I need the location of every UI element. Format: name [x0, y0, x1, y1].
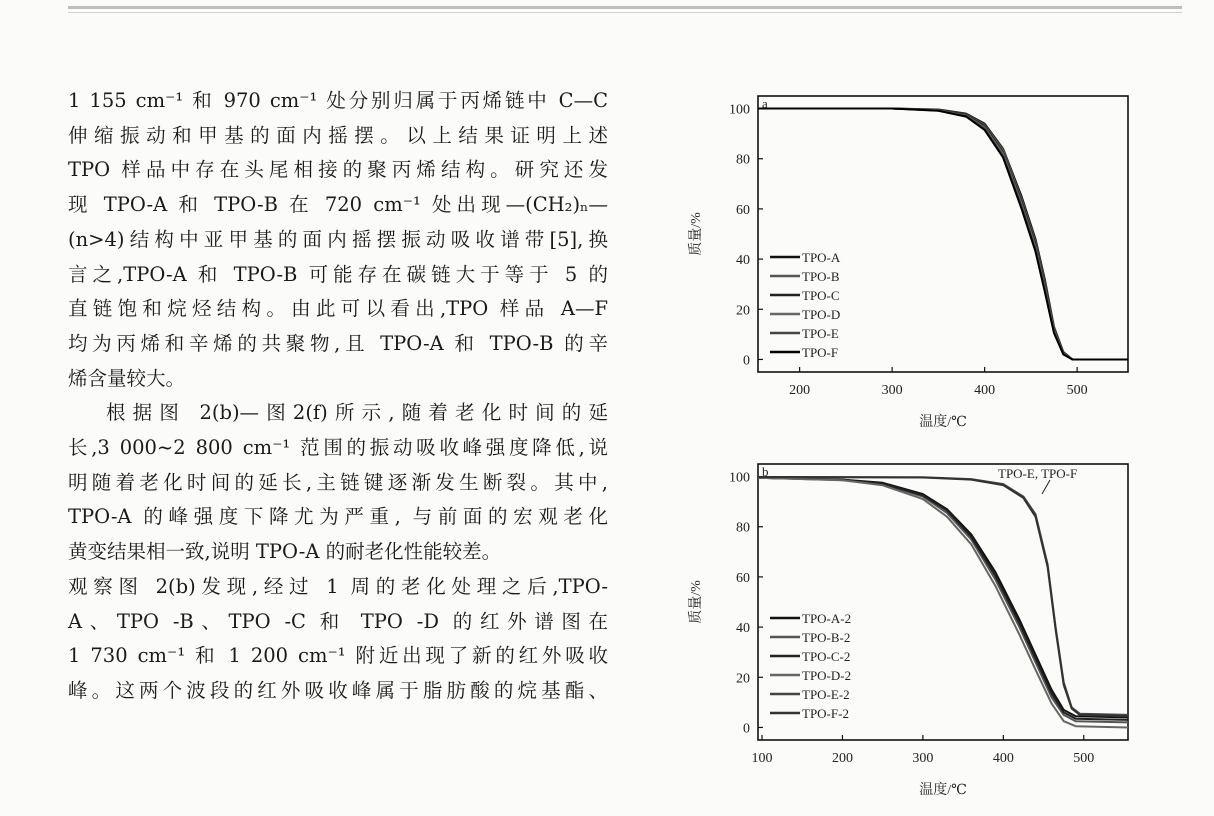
text-line: 峰。这两个波段的红外吸收峰属于脂肪酸的烷基酯、 — [68, 678, 608, 702]
x-tick-label: 500 — [1073, 751, 1095, 766]
text-line: 1 155 cm⁻¹ 和 970 cm⁻¹ 处分别归属于丙烯链中 C—C — [68, 89, 608, 112]
text-line: 直链饱和烷烃结构。由此可以看出,TPO 样品 A—F — [68, 297, 608, 321]
x-axis-label: 温度/℃ — [919, 415, 967, 430]
paragraph-3 — [68, 570, 608, 709]
y-tick-label: 40 — [736, 253, 750, 269]
x-tick-label: 300 — [912, 751, 934, 766]
legend-label: TPO-E-2 — [802, 687, 850, 702]
panel-label: b — [762, 464, 769, 479]
paragraph-2 — [68, 396, 608, 570]
text-line: 黄变结果相一致,说明 TPO-A 的耐老化性能较差。 — [68, 540, 502, 564]
x-axis-label: 温度/℃ — [919, 783, 967, 798]
text-line: 观察图 2(b)发现,经过 1 周的老化处理之后,TPO- — [68, 574, 608, 598]
x-tick-label: 200 — [831, 751, 853, 766]
legend-label: TPO-B — [802, 269, 840, 284]
y-tick-label: 0 — [743, 721, 750, 737]
text-line: 伸缩振动和甲基的面内摇摆。以上结果证明上述 — [68, 123, 608, 147]
text-line: TPO 样品中存在头尾相接的聚丙烯结构。研究还发 — [68, 158, 608, 182]
text-line: A、TPO -B、TPO -C 和 TPO -D 的红外谱图在 — [68, 609, 608, 633]
panel-label: a — [762, 96, 768, 111]
legend-label: TPO-F — [802, 345, 839, 360]
text-line: 言之,TPO-A 和 TPO-B 可能存在碳链大于等于 5 的 — [68, 262, 608, 286]
text-line: 现 TPO-A 和 TPO-B 在 720 cm⁻¹ 处出现—(CH₂)ₙ— — [68, 193, 608, 217]
text-line: 均为丙烯和辛烯的共聚物,且 TPO-A 和 TPO-B 的辛 — [68, 331, 608, 355]
paragraph-1 — [68, 84, 608, 396]
body-text-column — [68, 84, 608, 709]
y-tick-label: 0 — [743, 353, 750, 369]
tga-chart-a — [680, 80, 1150, 440]
y-tick-label: 20 — [736, 303, 750, 319]
y-tick-label: 80 — [736, 152, 750, 168]
annotation-label: TPO-E, TPO-F — [998, 466, 1078, 481]
text-line: 1 730 cm⁻¹ 和 1 200 cm⁻¹ 附近出现了新的红外吸收 — [68, 644, 608, 668]
y-tick-label: 100 — [729, 470, 750, 486]
annotation-leader — [1042, 480, 1050, 494]
legend — [770, 250, 841, 360]
text-line: TPO-A 的峰强度下降尤为严重, 与前面的宏观老化 — [68, 505, 608, 529]
y-tick-label: 100 — [729, 102, 750, 118]
text-line: 长,3 000~2 800 cm⁻¹ 范围的振动吸收峰强度降低,说 — [68, 436, 608, 460]
tga-chart-b-svg — [680, 452, 1150, 812]
legend-label: TPO-E — [802, 326, 839, 341]
y-tick-label: 60 — [736, 570, 750, 586]
header-rule-thin — [68, 12, 1182, 13]
header-rule — [68, 6, 1182, 9]
legend-label: TPO-C-2 — [802, 649, 851, 664]
legend-label: TPO-B-2 — [802, 630, 851, 645]
text-line: 烯含量较大。 — [68, 366, 186, 390]
legend-label: TPO-A-2 — [802, 611, 852, 626]
y-tick-label: 20 — [736, 671, 750, 687]
legend-label: TPO-D-2 — [802, 668, 852, 683]
legend — [770, 611, 851, 721]
x-tick-label: 200 — [789, 383, 811, 398]
text-line: (n>4)结构中亚甲基的面内摇摆振动吸收谱带[5],换 — [68, 227, 608, 251]
tga-chart-b — [680, 452, 1150, 812]
x-tick-label: 300 — [881, 383, 903, 398]
legend-label: TPO-D — [802, 307, 841, 322]
y-tick-label: 40 — [736, 621, 750, 637]
y-axis-label: 质量/% — [689, 580, 704, 624]
x-tick-label: 500 — [1066, 383, 1088, 398]
x-tick-label: 400 — [992, 751, 1014, 766]
text-line: 明随着老化时间的延长,主链键逐渐发生断裂。其中, — [68, 470, 608, 494]
tga-chart-a-svg — [680, 80, 1150, 440]
y-axis-label: 质量/% — [689, 212, 704, 256]
y-tick-label: 80 — [736, 520, 750, 536]
legend-label: TPO-F-2 — [802, 706, 849, 721]
x-tick-label: 100 — [751, 751, 773, 766]
text-line: 根据图 2(b)—图2(f)所示,随着老化时间的延 — [106, 401, 608, 425]
x-tick-label: 400 — [974, 383, 996, 398]
legend-label: TPO-C — [802, 288, 840, 303]
y-tick-label: 60 — [736, 202, 750, 218]
legend-label: TPO-A — [802, 250, 841, 265]
